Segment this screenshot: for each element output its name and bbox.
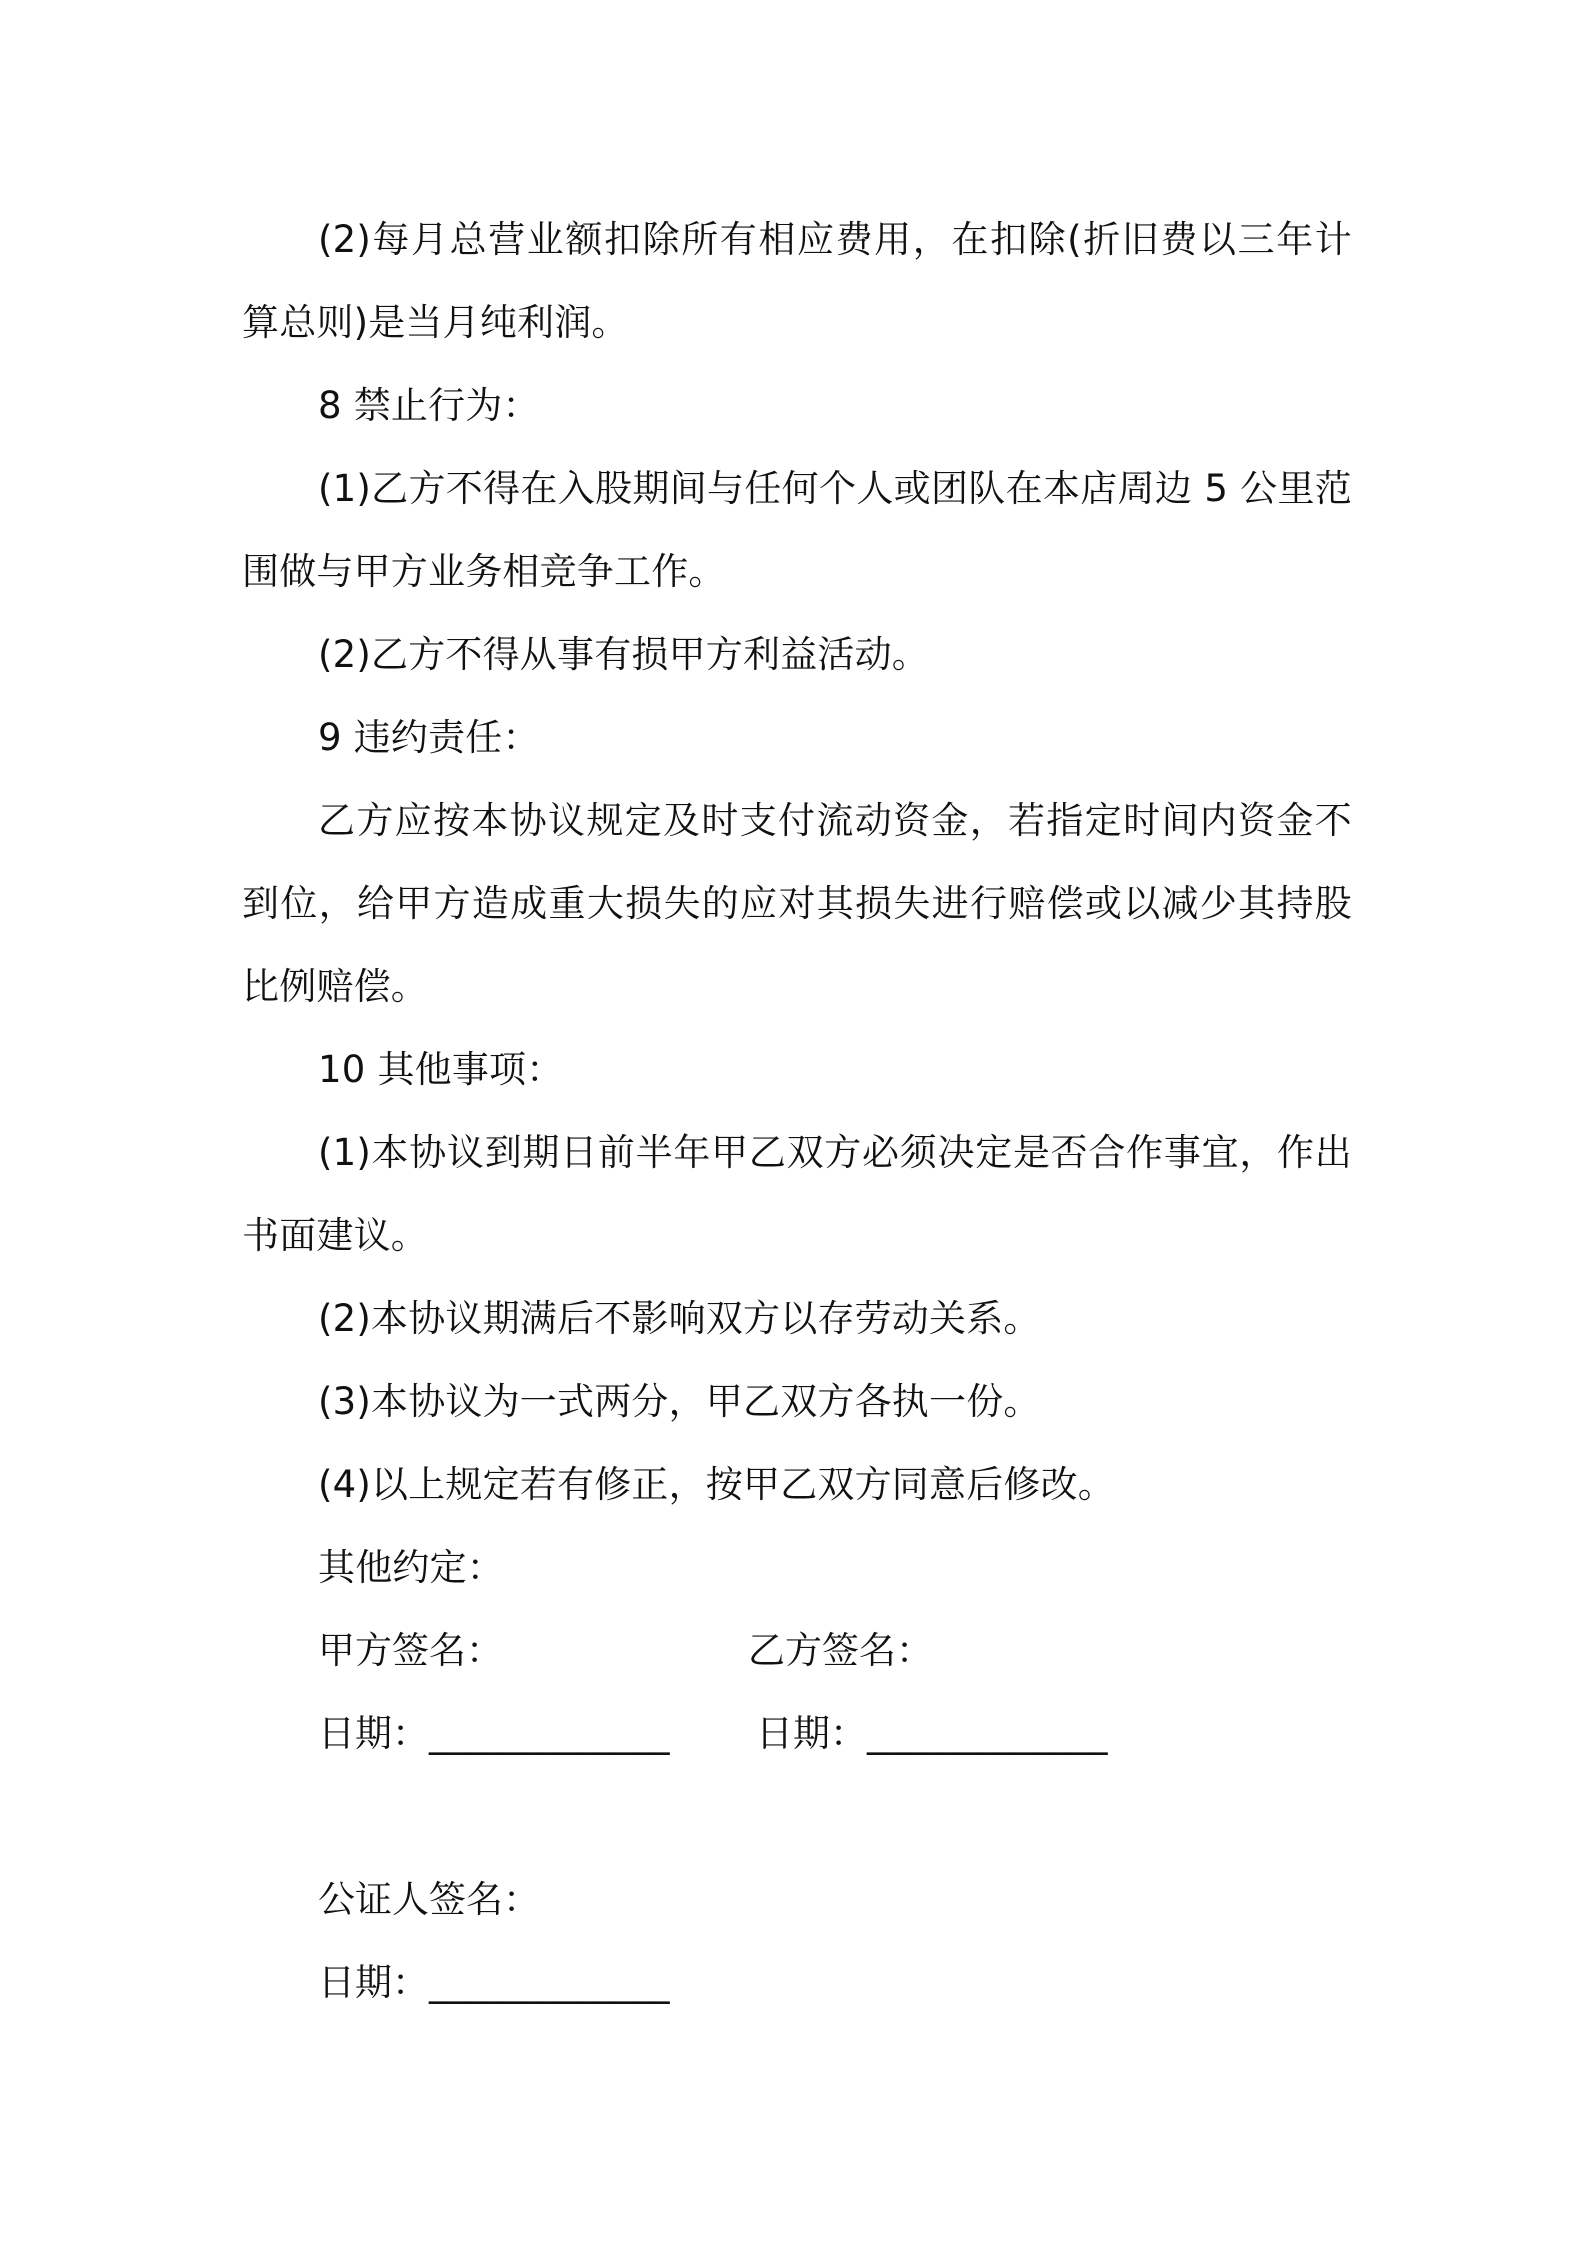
spacer — [242, 1775, 1352, 1858]
party-b-signature-label: 乙方签名： — [748, 1629, 933, 1672]
signature-row — [242, 1609, 1352, 1692]
party-a-signature-label: 甲方签名： — [318, 1629, 503, 1672]
paragraph-amendments: (4)以上规定若有修正，按甲乙双方同意后修改。 — [318, 1463, 1116, 1506]
notary-row — [242, 1858, 1352, 1941]
paragraph-profit-definition: (2)每月总营业额扣除所有相应费用，在扣除(折旧费以三年计算总则)是当月纯利润。 — [242, 218, 1352, 344]
party-b-date-field: 日期：_____________ — [756, 1712, 1108, 1755]
paragraph-liability: 乙方应按本协议规定及时支付流动资金，若指定时间内资金不到位，给甲方造成重大损失的应对其损失进行赔偿或以减少其持股比例赔偿。 — [242, 799, 1352, 1008]
paragraph-labor-relation: (2)本协议期满后不影响双方以存劳动关系。 — [318, 1297, 1041, 1340]
paragraph-copies: (3)本协议为一式两分，甲乙双方各执一份。 — [318, 1380, 1041, 1423]
date-row — [242, 1692, 1352, 1775]
section-heading-liability: 9 违约责任： — [318, 716, 540, 759]
paragraph-other-agreements: 其他约定： — [318, 1546, 504, 1589]
section-heading-prohibited-acts: 8 禁止行为： — [318, 384, 540, 427]
party-a-date-field: 日期：_____________ — [318, 1712, 670, 1755]
notary-date-row — [242, 1941, 1352, 2024]
notary-date-field: 日期：_____________ — [318, 1961, 670, 2004]
section-heading-other-matters: 10 其他事项： — [318, 1048, 564, 1091]
notary-signature-label: 公证人签名： — [318, 1878, 540, 1921]
paragraph-no-harm: (2)乙方不得从事有损甲方利益活动。 — [318, 633, 930, 676]
document-body — [242, 198, 1352, 2024]
paragraph-non-compete: (1)乙方不得在入股期间与任何个人或团队在本店周边 5 公里范围做与甲方业务相竞争工作。 — [242, 467, 1352, 593]
paragraph-renewal-decision: (1)本协议到期日前半年甲乙双方必须决定是否合作事宜，作出书面建议。 — [242, 1131, 1352, 1257]
